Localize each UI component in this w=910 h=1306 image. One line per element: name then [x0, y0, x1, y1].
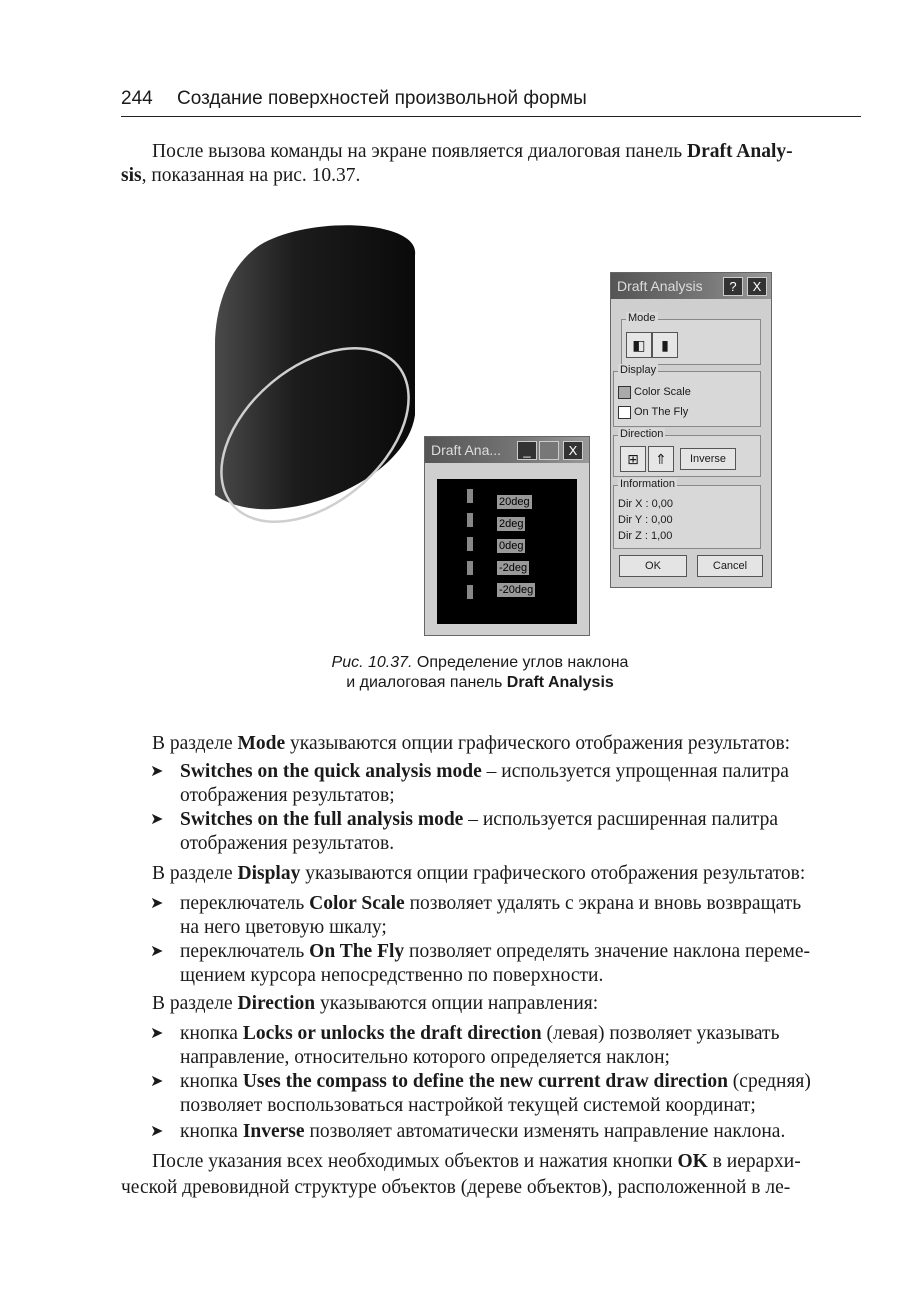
- scale-tick: [467, 489, 473, 503]
- intro-paragraph: [152, 140, 864, 164]
- item-text: позволяет определять значение наклона переме-: [404, 941, 811, 962]
- bullet-arrow-icon: ➤: [150, 1073, 164, 1090]
- minimize-icon[interactable]: _: [517, 441, 537, 460]
- part-body: [215, 225, 415, 509]
- final-paragraph-line2: [121, 1176, 866, 1200]
- bullet-arrow-icon: ➤: [150, 895, 164, 912]
- item-text-2: отображения результатов;: [180, 785, 395, 806]
- dir-x-value: Dir X : 0,00: [618, 498, 674, 510]
- color-scale-bar: [437, 479, 577, 624]
- list-item: [150, 808, 862, 856]
- item-pre: кнопка: [180, 1121, 243, 1142]
- item-pre: переключатель: [180, 941, 310, 962]
- scale-label: -2deg: [499, 562, 528, 574]
- bullet-arrow-icon: ➤: [150, 1123, 164, 1140]
- scale-dialog-titlebar[interactable]: [425, 437, 589, 463]
- intro-paragraph-line2: [121, 164, 360, 188]
- item-text: (левая) позволяет указывать: [541, 1023, 780, 1044]
- item-text: позволяет автоматически изменять направление наклона.: [304, 1121, 786, 1142]
- caption-bold: Draft Analysis: [506, 674, 614, 691]
- bullet-arrow-icon: ➤: [150, 1025, 164, 1042]
- main-dialog-title: Draft Analysis: [617, 278, 703, 294]
- dir-z-value: Dir Z : 1,00: [618, 530, 673, 542]
- list-item: [150, 892, 862, 940]
- list-item: [150, 1022, 862, 1070]
- figure-caption: [300, 653, 660, 693]
- display-label: Display: [620, 364, 657, 376]
- close-icon[interactable]: X: [747, 277, 767, 296]
- direction-label: Direction: [620, 428, 664, 440]
- item-text-2: на него цветовую шкалу;: [180, 917, 387, 938]
- item-text: – используется упрощенная палитра: [481, 761, 789, 782]
- color-scale-checkbox[interactable]: [618, 386, 631, 399]
- page-number: 244: [121, 88, 153, 109]
- intro-text: После вызова команды на экране появляется диалоговая панель: [152, 141, 688, 162]
- list-item-text: [180, 760, 789, 808]
- direction-intro-bold: Direction: [237, 993, 316, 1014]
- list-item-text: [180, 1070, 811, 1118]
- list-item-text: [180, 1022, 779, 1070]
- display-intro: [152, 862, 864, 886]
- item-bold: Color Scale: [309, 893, 405, 914]
- scale-label: 0deg: [499, 540, 524, 552]
- scale-dialog: [424, 436, 590, 636]
- mode-intro-post: указываются опции графического отображения результатов:: [285, 733, 791, 754]
- caption-line-1: [300, 653, 660, 673]
- bullet-arrow-icon: ➤: [150, 943, 164, 960]
- list-item: [150, 1120, 862, 1144]
- direction-intro-post: указываются опции направления:: [315, 993, 599, 1014]
- draft-analysis-dialog: [610, 272, 772, 588]
- display-intro-bold: Display: [237, 863, 301, 884]
- inverse-button[interactable]: Inverse: [680, 448, 736, 470]
- display-group: [613, 364, 761, 427]
- item-pre: кнопка: [180, 1023, 243, 1044]
- intro-bold-2: sis: [121, 165, 142, 186]
- item-bold: Inverse: [242, 1121, 305, 1142]
- scale-tick: [467, 585, 473, 599]
- item-bold: Switches on the quick analysis mode: [180, 761, 482, 782]
- dir-y-value: Dir Y : 0,00: [618, 514, 673, 526]
- item-pre: кнопка: [180, 1071, 243, 1092]
- item-text-2: отображения результатов.: [180, 833, 395, 854]
- mode-intro-bold: Mode: [237, 733, 286, 754]
- help-icon[interactable]: ?: [723, 277, 743, 296]
- scale-tick: [467, 537, 473, 551]
- display-intro-post: указываются опции графического отображения результатов:: [300, 863, 806, 884]
- list-item: [150, 940, 862, 988]
- item-bold: Switches on the full analysis mode: [180, 809, 464, 830]
- item-bold: On The Fly: [309, 941, 405, 962]
- final-pre: После указания всех необходимых объектов и нажатия кнопки: [152, 1151, 678, 1172]
- direction-group: [613, 428, 761, 477]
- scale-label: 20deg: [499, 496, 530, 508]
- close-icon[interactable]: X: [563, 441, 583, 460]
- list-item: [150, 760, 862, 808]
- lock-direction-icon[interactable]: ⊞: [620, 446, 646, 472]
- on-the-fly-checkbox[interactable]: [618, 406, 631, 419]
- compass-icon[interactable]: ⇑: [648, 446, 674, 472]
- bullet-arrow-icon: ➤: [150, 763, 164, 780]
- direction-intro-pre: В разделе: [152, 993, 238, 1014]
- intro-text-2: , показанная на рис. 10.37.: [141, 165, 361, 186]
- mode-intro: [152, 732, 864, 756]
- final-paragraph: [152, 1150, 864, 1174]
- figure-3d-part: [190, 225, 430, 525]
- mode-label: Mode: [628, 312, 656, 324]
- item-pre: переключатель: [180, 893, 310, 914]
- final-post: в иерархи-: [707, 1151, 801, 1172]
- list-item-text: [180, 808, 778, 856]
- on-the-fly-label: On The Fly: [634, 406, 689, 418]
- item-text-2: направление, относительно которого определяется наклон;: [180, 1047, 670, 1068]
- direction-intro: [152, 992, 864, 1016]
- list-item-text: [180, 940, 810, 988]
- item-bold: Locks or unlocks the draft direction: [242, 1023, 542, 1044]
- item-text-2: позволяет воспользоваться настройкой текущей системой координат;: [180, 1095, 756, 1116]
- scale-label: 2deg: [499, 518, 524, 530]
- intro-bold: Draft Analy-: [687, 141, 793, 162]
- mode-intro-pre: В разделе: [152, 733, 238, 754]
- maximize-icon[interactable]: [539, 441, 559, 460]
- caption-text-1: Определение углов наклона: [412, 654, 629, 671]
- list-item-text: [180, 1120, 785, 1144]
- item-bold: Uses the compass to define the new current draw direction: [242, 1071, 728, 1092]
- item-text: – используется расширенная палитра: [463, 809, 779, 830]
- full-analysis-mode-button[interactable]: ▮: [652, 332, 678, 358]
- caption-text-2: и диалоговая панель: [346, 674, 507, 691]
- information-label: Information: [620, 478, 676, 490]
- caption-line-2: [300, 673, 660, 693]
- cancel-button[interactable]: Cancel: [697, 555, 763, 577]
- caption-fig-number: Рис. 10.37.: [331, 654, 413, 671]
- quick-analysis-mode-button[interactable]: ◧: [626, 332, 652, 358]
- final-bold: OK: [677, 1151, 708, 1172]
- item-text: (средняя): [727, 1071, 811, 1092]
- information-group: [613, 478, 761, 549]
- page-header: [121, 88, 861, 117]
- bullet-arrow-icon: ➤: [150, 811, 164, 828]
- scale-tick: [467, 513, 473, 527]
- item-text: позволяет удалять с экрана и вновь возвращать: [404, 893, 802, 914]
- list-item-text: [180, 892, 801, 940]
- list-item: [150, 1070, 862, 1118]
- final-line-2: ческой древовидной структуре объектов (дереве объектов), расположенной в ле-: [121, 1177, 791, 1198]
- ok-button[interactable]: OK: [619, 555, 687, 577]
- main-dialog-titlebar[interactable]: [611, 273, 771, 299]
- color-scale-label: Color Scale: [634, 386, 691, 398]
- item-text-2: щением курсора непосредственно по поверхности.: [180, 965, 604, 986]
- display-intro-pre: В разделе: [152, 863, 238, 884]
- scale-tick: [467, 561, 473, 575]
- chapter-title: Создание поверхностей произвольной формы: [177, 88, 587, 109]
- scale-label: -20deg: [499, 584, 534, 596]
- mode-group: [621, 312, 761, 365]
- scale-dialog-title: Draft Ana...: [431, 442, 502, 458]
